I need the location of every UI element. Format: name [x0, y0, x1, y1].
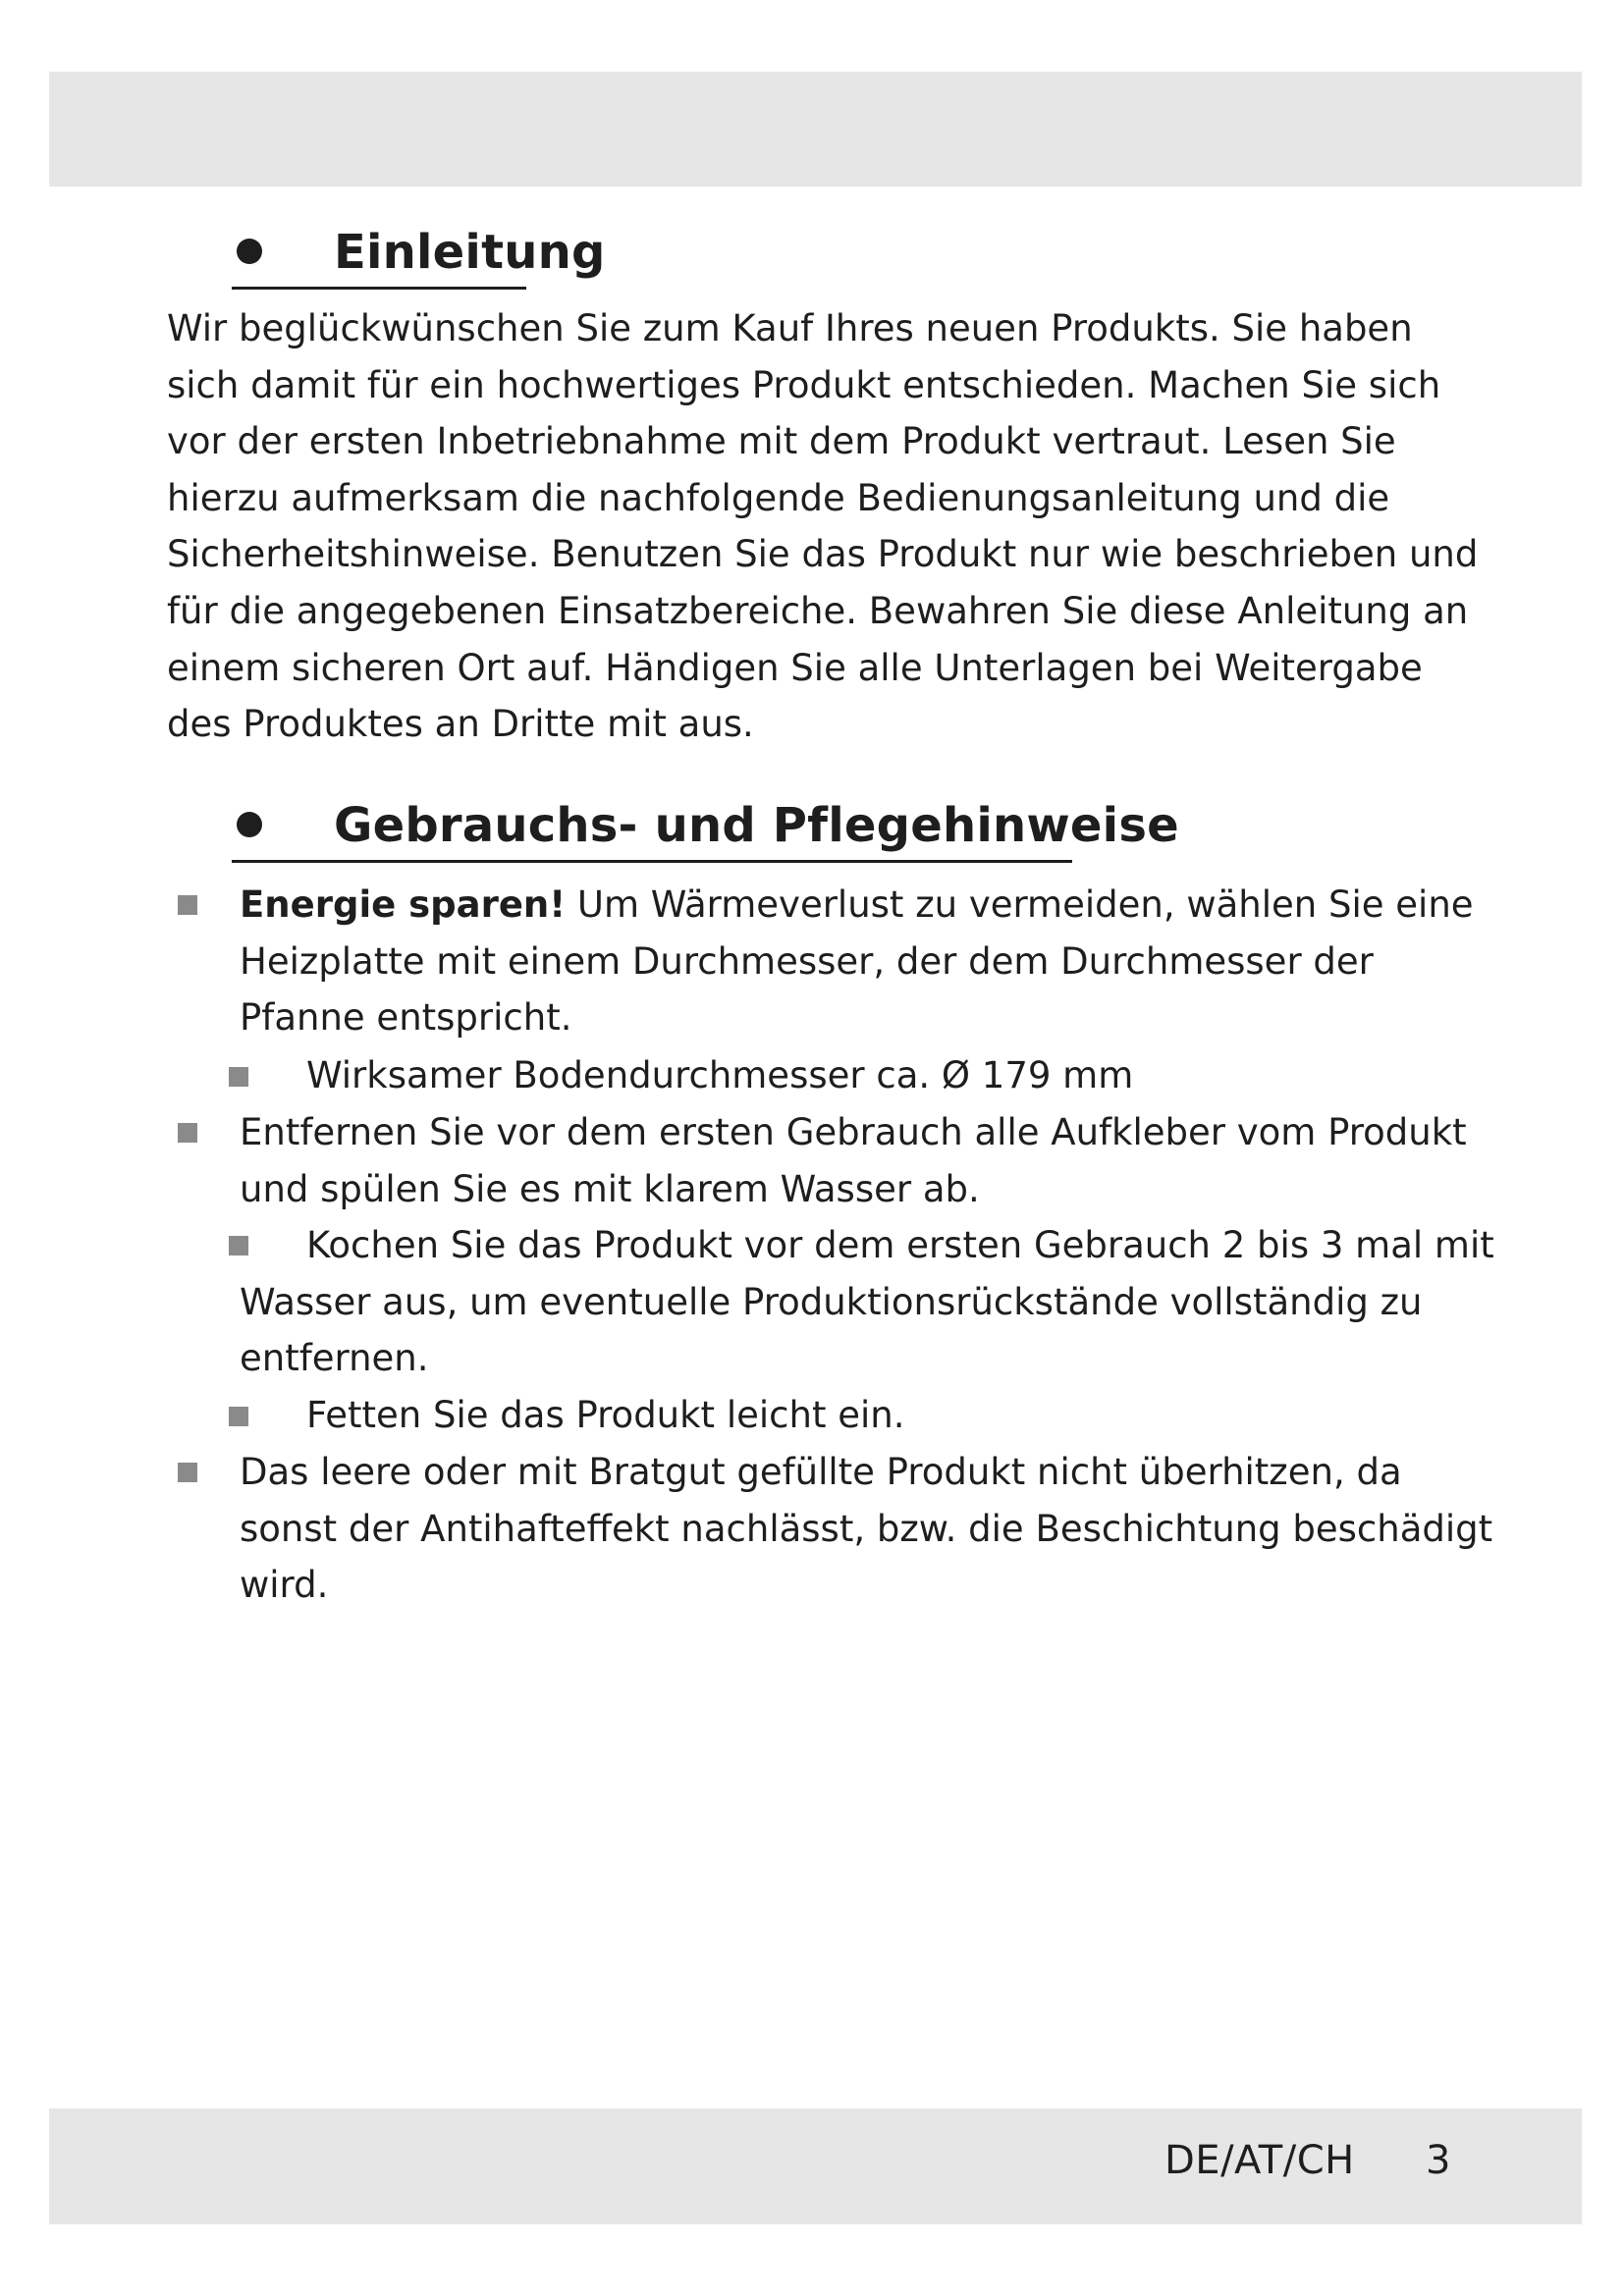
header-band — [49, 72, 1582, 187]
list-item: Kochen Sie das Produkt vor dem ersten Gebrauch 2 bis 3 mal mit Wasser aus, um eventuelle Produktionsrückstände vollständig zu entfernen. — [240, 1224, 1494, 1380]
list-item-emphasis: Energie sparen! — [240, 883, 567, 926]
list-item — [240, 877, 1506, 1046]
square-bullet-icon — [229, 1407, 248, 1426]
list-item: Entfernen Sie vor dem ersten Gebrauch alle Aufkleber vom Produkt und spülen Sie es mit klarem Wasser ab. — [240, 1111, 1467, 1210]
section-title: Einleitung — [334, 225, 606, 280]
square-bullet-icon — [229, 1067, 248, 1087]
footer-countries: DE/AT/CH — [1164, 2138, 1355, 2183]
page-number: 3 — [1426, 2138, 1451, 2183]
section-heading-einleitung — [232, 224, 606, 290]
filled-circle-icon — [237, 812, 262, 837]
square-bullet-icon — [178, 1123, 197, 1143]
list-item: Das leere oder mit Bratgut gefüllte Produkt nicht überhitzen, da sonst der Antihafteffekt nachlässt, bzw. die Beschichtung beschädigt wird. — [240, 1451, 1493, 1607]
square-bullet-icon — [178, 895, 197, 915]
square-bullet-icon — [178, 1463, 197, 1482]
list-item-text: Um Wärmeverlust zu vermeiden, wählen Sie eine Heizplatte mit einem Durchmesser, der dem Durchmesser der Pfanne entspricht. — [240, 883, 1474, 1040]
section-title: Gebrauchs- und Pflegehinweise — [334, 798, 1179, 853]
section-heading-pflegehinweise — [232, 797, 1179, 863]
list-item: Fetten Sie das Produkt leicht ein. — [306, 1394, 905, 1436]
list-item: Wirksamer Bodendurchmesser ca. Ø 179 mm — [306, 1054, 1134, 1096]
intro-paragraph: Wir beglückwünschen Sie zum Kauf Ihres neuen Produkts. Sie haben sich damit für ein hochwertiges Produkt entschieden. Machen Sie sich vor der ersten Inbetriebnahme mit dem Produkt vertraut. Lesen Sie hierzu aufmerksam die nachfolgende Bedienungsanleitung und die Sicherheitshinweise. Benutzen Sie das Produkt nur wie beschrieben und für die angegebenen Einsatzbereiche. Bewahren Sie diese Anleitung an einem sicheren Ort auf. Händigen Sie alle Unterlagen bei Weitergabe des Produktes an Dritte mit aus. — [167, 307, 1479, 746]
filled-circle-icon — [237, 239, 262, 264]
